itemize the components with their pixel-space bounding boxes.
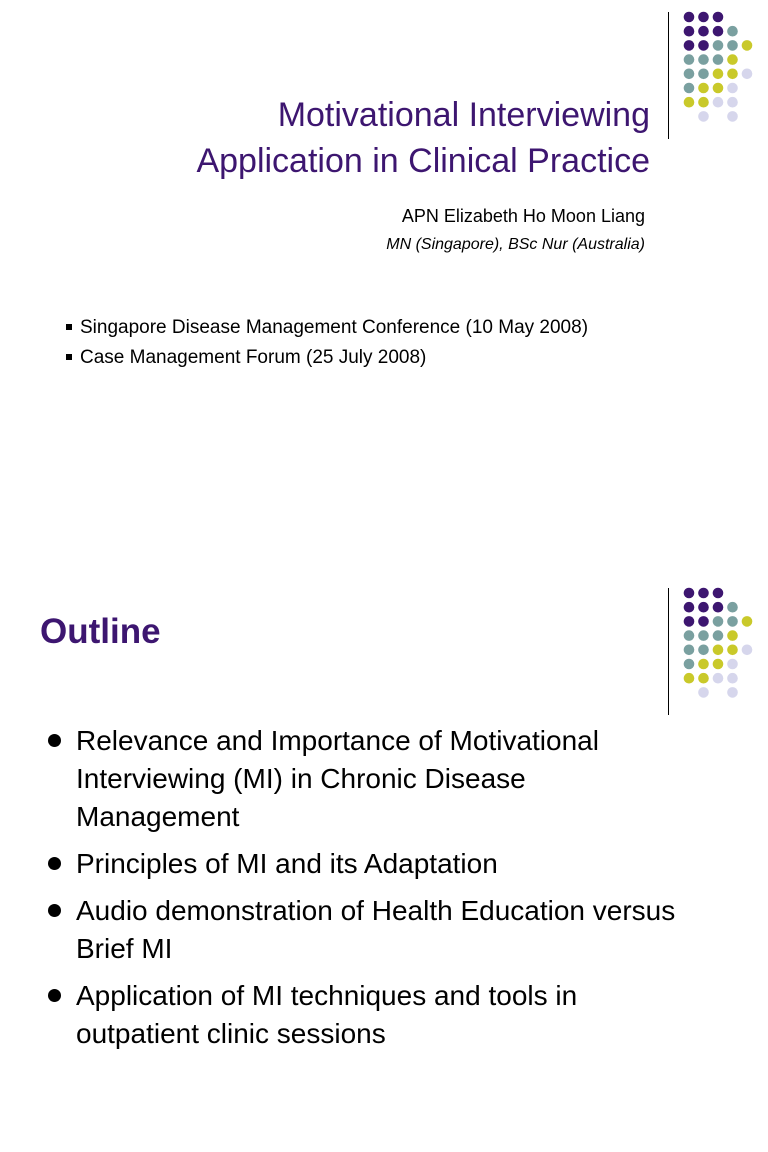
decorative-dot — [713, 26, 724, 37]
decorative-dot — [727, 111, 738, 122]
decorative-dot — [698, 588, 709, 599]
decorative-dot — [698, 69, 709, 80]
decorative-dot — [713, 630, 724, 641]
decorative-dot — [684, 588, 695, 599]
decorative-dot — [698, 602, 709, 613]
decorative-dot — [684, 12, 695, 23]
decorative-dot — [684, 645, 695, 656]
decorative-dot — [727, 83, 738, 94]
decorative-dot — [684, 630, 695, 641]
decorative-dot — [713, 616, 724, 627]
decorative-dot — [684, 54, 695, 65]
decorative-dot — [727, 616, 738, 627]
decorative-dot-grid-icon — [680, 10, 760, 125]
decorative-dot — [727, 54, 738, 65]
outline-item: Application of MI techniques and tools in outpatient clinic sessions — [46, 977, 696, 1053]
decorative-dot — [727, 630, 738, 641]
decorative-dot — [698, 645, 709, 656]
presenter-credentials: MN (Singapore), BSc Nur (Australia) — [386, 236, 645, 253]
title-line-2: Application in Clinical Practice — [196, 142, 650, 180]
event-item: Case Management Forum (25 July 2008) — [66, 343, 588, 373]
decorative-dot — [684, 69, 695, 80]
slide-title — [196, 92, 650, 184]
decorative-dot — [698, 673, 709, 684]
decorative-dot — [684, 602, 695, 613]
decorative-dot — [742, 616, 753, 627]
event-list — [66, 313, 588, 373]
decorative-dot — [742, 645, 753, 656]
decorative-dot — [713, 69, 724, 80]
title-line-1: Motivational Interviewing — [277, 96, 650, 134]
decorative-dot — [684, 616, 695, 627]
decorative-dot-grid-icon — [680, 586, 760, 701]
decorative-dot — [727, 69, 738, 80]
divider-line — [668, 12, 669, 139]
decorative-dot — [698, 54, 709, 65]
decorative-dot — [698, 687, 709, 698]
decorative-dot — [727, 40, 738, 51]
outline-title: Outline — [40, 612, 161, 651]
outline-item: Audio demonstration of Health Education versus Brief MI — [46, 892, 696, 968]
decorative-dot — [713, 602, 724, 613]
decorative-dot — [713, 12, 724, 23]
decorative-dot — [698, 616, 709, 627]
outline-item: Principles of MI and its Adaptation — [46, 845, 696, 883]
decorative-dot — [698, 83, 709, 94]
decorative-dot — [698, 97, 709, 108]
outline-slide — [0, 576, 768, 1152]
decorative-dot — [684, 83, 695, 94]
decorative-dot — [713, 588, 724, 599]
decorative-dot — [727, 687, 738, 698]
decorative-dot — [698, 26, 709, 37]
decorative-dot — [684, 673, 695, 684]
decorative-dot — [742, 40, 753, 51]
decorative-dot — [713, 659, 724, 670]
event-item: Singapore Disease Management Conference (10 May 2008) — [66, 313, 588, 343]
decorative-dot — [698, 12, 709, 23]
decorative-dot — [684, 40, 695, 51]
decorative-dot — [684, 97, 695, 108]
decorative-dot — [727, 602, 738, 613]
decorative-dot — [684, 26, 695, 37]
decorative-dot — [727, 673, 738, 684]
decorative-dot — [713, 54, 724, 65]
decorative-dot — [684, 659, 695, 670]
decorative-dot — [727, 645, 738, 656]
decorative-dot — [713, 40, 724, 51]
decorative-dot — [713, 83, 724, 94]
decorative-dot — [713, 645, 724, 656]
decorative-dot — [727, 97, 738, 108]
decorative-dot — [727, 26, 738, 37]
decorative-dot — [727, 659, 738, 670]
divider-line — [668, 588, 669, 715]
decorative-dot — [698, 111, 709, 122]
decorative-dot — [698, 630, 709, 641]
decorative-dot — [698, 659, 709, 670]
decorative-dot — [713, 97, 724, 108]
decorative-dot — [713, 673, 724, 684]
outline-list — [46, 722, 696, 1062]
decorative-dot — [742, 69, 753, 80]
outline-item: Relevance and Importance of Motivational Interviewing (MI) in Chronic Disease Management — [46, 722, 696, 836]
decorative-dot — [698, 40, 709, 51]
presenter-name: APN Elizabeth Ho Moon Liang — [401, 206, 645, 226]
